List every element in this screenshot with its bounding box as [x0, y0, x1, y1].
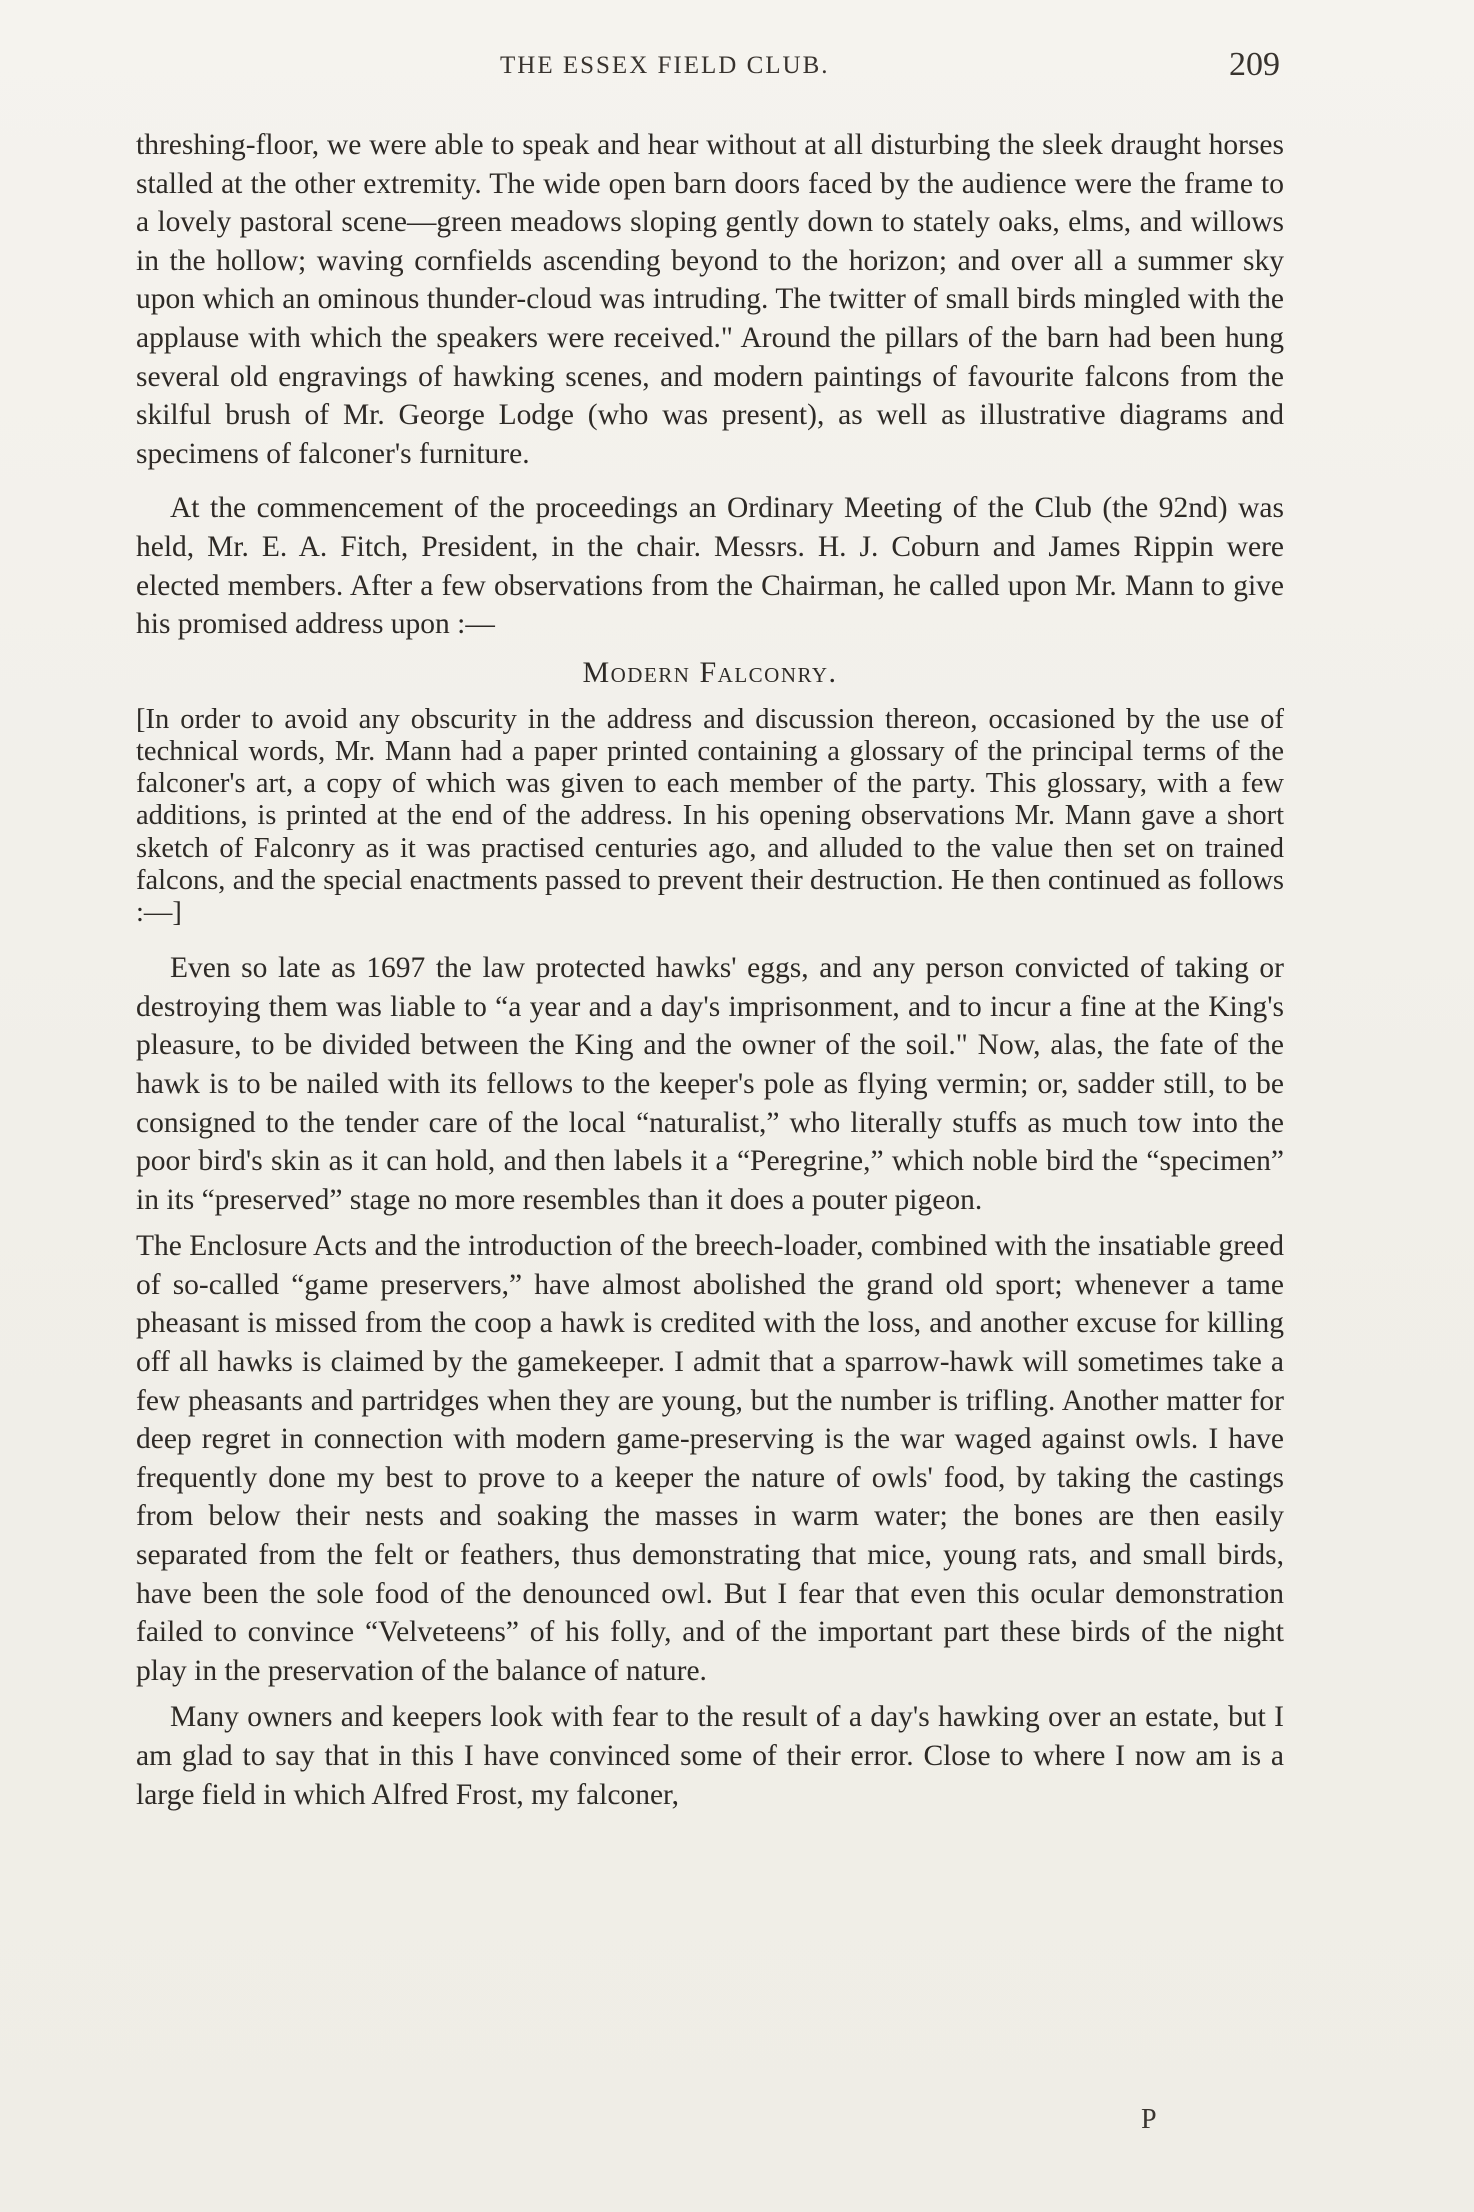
signature-mark: P	[1141, 2104, 1157, 2135]
paragraph-ordinary-meeting: At the commencement of the proceedings an Ordinary Meeting of the Club (the 92nd) was held, Mr. E. A. Fitch, President, in the chair. Messrs. H. J. Coburn and James Rippin were elected members. After a few observations from the Chairman, he called upon Mr. Mann to give his promised address upon :—	[136, 492, 1284, 641]
page-number: 209	[1229, 46, 1280, 83]
bracketed-note: [In order to avoid any obscurity in the address and discussion thereon, occasioned by the use of technical words, Mr. Mann had a paper printed containing a glossary of the principal terms of the falconer's art, a copy of which was given to each member of the party. This glossary, with a few additions, is printed at the end of the address. In his opening observations Mr. Mann gave a short sketch of Falconry as it was practised centuries ago, and alluded to the value then set on trained falcons, and the special enactments passed to prevent their destruction. He then continued as follows :—]	[136, 703, 1284, 928]
paragraph-law-1697: Even so late as 1697 the law protected hawks' eggs, and any person convicted of taking or destroying them was liable to “a year and a day's imprisonment, and to incur a fine at the King's pleasure, to be divided between the King and the owner of the soil." Now, alas, the fate of the hawk is to be nailed with its fellows to the keeper's pole as flying vermin; or, sadder still, to be consigned to the tender care of the local “naturalist,” who literally stuffs as much tow into the poor bird's skin as it can hold, and then labels it a “Peregrine,” which noble bird the “specimen” in its “preserved” stage no more resembles than it does a pouter pigeon.	[136, 952, 1284, 1216]
paragraph-threshing-floor: threshing-floor, we were able to speak and hear without at all disturbing the sleek draught horses stalled at the other extremity. The wide open barn doors faced by the audience were the frame to a lovely pastoral scene—green meadows sloping gently down to stately oaks, elms, and willows in the hollow; waving cornfields ascending beyond to the horizon; and over all a summer sky upon which an ominous thunder-cloud was intruding. The twitter of small birds mingled with the applause with which the speakers were received." Around the pillars of the barn had been hung several old engravings of hawking scenes, and modern paintings of favourite falcons from the skilful brush of Mr. George Lodge (who was present), as well as illustrative diagrams and specimens of falconer's furniture.	[136, 129, 1284, 470]
section-heading: Modern Falconry.	[582, 655, 838, 689]
paragraph-enclosure-acts: The Enclosure Acts and the introduction of the breech-loader, combined with the insatiable greed of so-called “game preservers,” have almost abolished the grand old sport; whenever a tame pheasant is missed from the coop a hawk is credited with the loss, and another excuse for killing off all hawks is claimed by the gamekeeper. I admit that a sparrow-hawk will sometimes take a few pheasants and partridges when they are young, but the number is trifling. Another matter for deep regret in connection with modern game-preserving is the war waged against owls. I have frequently done my best to prove to a keeper the nature of owls' food, by taking the castings from below their nests and soaking the masses in warm water; the bones are then easily separated from the felt or feathers, thus demonstrating that mice, young rats, and small birds, have been the sole food of the denounced owl. But I fear that even this ocular demonstration failed to convince “Velveteens” of his folly, and of the important part these birds of the night play in the preservation of the balance of nature.	[136, 1230, 1284, 1687]
main-text	[136, 126, 1284, 1814]
running-title: THE ESSEX FIELD CLUB.	[500, 52, 830, 79]
paragraph-owners-keepers: Many owners and keepers look with fear to the result of a day's hawking over an estate, but I am glad to say that in this I have convinced some of their error. Close to where I now am is a large field in which Alfred Frost, my falconer,	[136, 1701, 1284, 1811]
